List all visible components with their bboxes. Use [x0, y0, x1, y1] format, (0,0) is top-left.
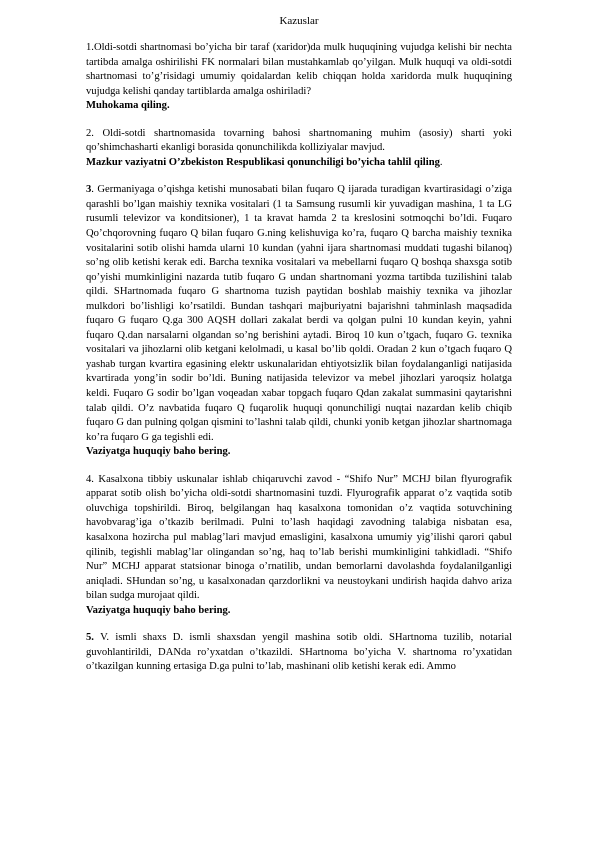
case-1-text: 1.Oldi-sotdi shartnomasi bo’yicha bir taraf (xaridor)da mulk huquqining vujudga kelishi bir nechta tartibda amalga oshirilishi FK normalari bilan mustahkamlab qo’yilgan. Mulk huquqi va oldi-sotdi shartnomasi to’g’risidagi umumiy qoidalardan kelib chiqqan holda xaridorda mulk huquqining vujudga kelishi qanday tartiblarda amalga oshiriladi?: [86, 42, 512, 97]
case-2-text: 2. Oldi-sotdi shartnomasida tovarning bahosi shartnomaning muhim (asosiy) sharti yoki qo’shimchasharti ekanligi borasida qonunchilikda kolliziyalar mavjud.: [86, 127, 512, 154]
case-3-task: Vaziyatga huquqiy baho bering.: [86, 446, 231, 458]
case-2-task-end: .: [439, 156, 443, 168]
case-4: [86, 473, 512, 618]
document-page: [86, 14, 512, 675]
case-4-task: Vaziyatga huquqiy baho bering.: [86, 604, 231, 616]
spacer: [86, 170, 512, 183]
case-5: [86, 631, 512, 675]
page-title: Kazuslar: [279, 15, 319, 27]
spacer: [86, 618, 512, 631]
spacer: [86, 114, 512, 127]
spacer: [86, 460, 512, 473]
case-1: [86, 41, 512, 114]
case-1-task: Muhokama qiling.: [86, 100, 170, 112]
case-4-text: 4. Kasalxona tibbiy uskunalar ishlab chiqaruvchi zavod - “Shifo Nur” MCHJ bilan flyurografik apparat sotib olish bo’yicha oldi-sotdi shartnomasini tuzdi. Flyurografik apparat o’z vaqtida sotib oluvchiga topshirildi. Biroq, belgilangan haq kasalxona tomonidan o’z vaqtida sotuvchining havobvarag’iga o’tkazib berilmadi. Pulni to’lash haqidagi zavodning talabiga nisbatan esa, kasalxona hozircha pul mablag’lari mavjud emasligini, kasalxona umumiy yig’ilishi qarori qabul qilinib, tegishli mablag’lar olingandan so’ng, haq to’lab berishi mumkinligini tahkidladi. “Shifo Nur” MCHJ apparat statsionar binoga o’rnatilib, undan bemorlarni davolashda foydalanilganligi aniqladi. SHundan so’ng, u kasalxonadan qarzdorlikni va neustoykani undirish haqida dahvo ariza bilan sudga murojaat qildi.: [86, 473, 512, 602]
case-3: [86, 183, 512, 459]
case-2-task: Mazkur vaziyatni O’zbekiston Respublikasi qonunchiligi bo’yicha tahlil qiling: [86, 156, 440, 168]
case-5-text: V. ismli shaxs D. ismli shaxsdan yengil mashina sotib oldi. SHartnoma tuzilib, notarial guvohlantirildi, DANda ro’yxatdan o’tkazildi. SHartnoma bo’yicha V. shartnoma ro’yxatidan o’tkazilgan kunning ertasiga D.ga pulni to’lab, mashinani olib ketishi kerak edi. Ammo: [86, 632, 512, 673]
case-2: [86, 127, 512, 171]
case-3-paragraph: [86, 183, 512, 445]
case-2-task-line: [86, 156, 512, 171]
case-3-number: 3: [86, 184, 92, 196]
case-5-paragraph: [86, 631, 512, 675]
case-5-number: 5.: [86, 632, 94, 644]
case-3-text: . Germaniyaga o’qishga ketishi munosabati bilan fuqaro Q ijarada turadigan kvartirasidagi o’ziga qarashli bo’lgan maishiy texnika vositalari (1 ta Samsung rusumli kir yuvadigan mashina, 1 ta LG rusumli televizor va konditsioner), 1 ta kravat hamda 2 ta kreslosini sotmoqchi bo’ldi. Fuqaro Qo’chqorovning fuqaro Q bilan fuqaro G.ning kelishuviga ko’ra, fuqaro Q barcha maishiy texnika vositalarini sotib olishi hamda ularni 10 kundan (yahni ijara shartnomasi muddati tugashi bilanoq) so’ng olib ketishi kerak edi. Barcha texnika vositalari va mebellarni fuqaro Q boshqa shaxsga sotib qo’yishi mumkinligini nazarda tutib fuqaro G undan shartnomani yozma tartibda tuzilishini talab qildi. SHartnomada fuqaro G shartnoma tuzish paytidan boshlab maishiy texnika va jihozlar mulkdori bo’lishligi ko’rsatildi. Bundan tashqari majburiyatni bajarishni tahminlash maqsadida fuqaro G fuqaro Q.ga 300 AQSH dollari zakalat berdi va qolgan pulni 10 kundan keyin, yahni fuqaro Q.dan narsalarni olgandan so’ng berishini aytadi. Biroq 10 kun o’tgach, fuqaro G. texnika vositalari va jihozlarni olib ketgani kelolmadi, u kasal bo’lib qoldi. Oradan 2 kun o’tgach fuqaro Q yashab turgan kvartira egasining elektr uskunalaridan ehtiyotsizlik bilan foydalanganligi natijasida kvartirada yong’in sodir bo’ldi. Buning natijasida televizor va mebel jihozlari yaroqsiz holatga keldi. Fuqaro G sodir bo’lgan voqeadan xabar topgach fuqaro Qdan zakalat summasini qaytarishni talab qildi. O’z navbatida fuqaro Q fuqarolik huquqi qonunchiligi nuqtai nazardan kelib chiqib fuqaro G dan pulning qolgan qismini to’lashni talab qildi, chunki yonib ketgan jihozlar shartnomaga ko’ra fuqaro G ga tegishli edi.: [86, 184, 512, 443]
